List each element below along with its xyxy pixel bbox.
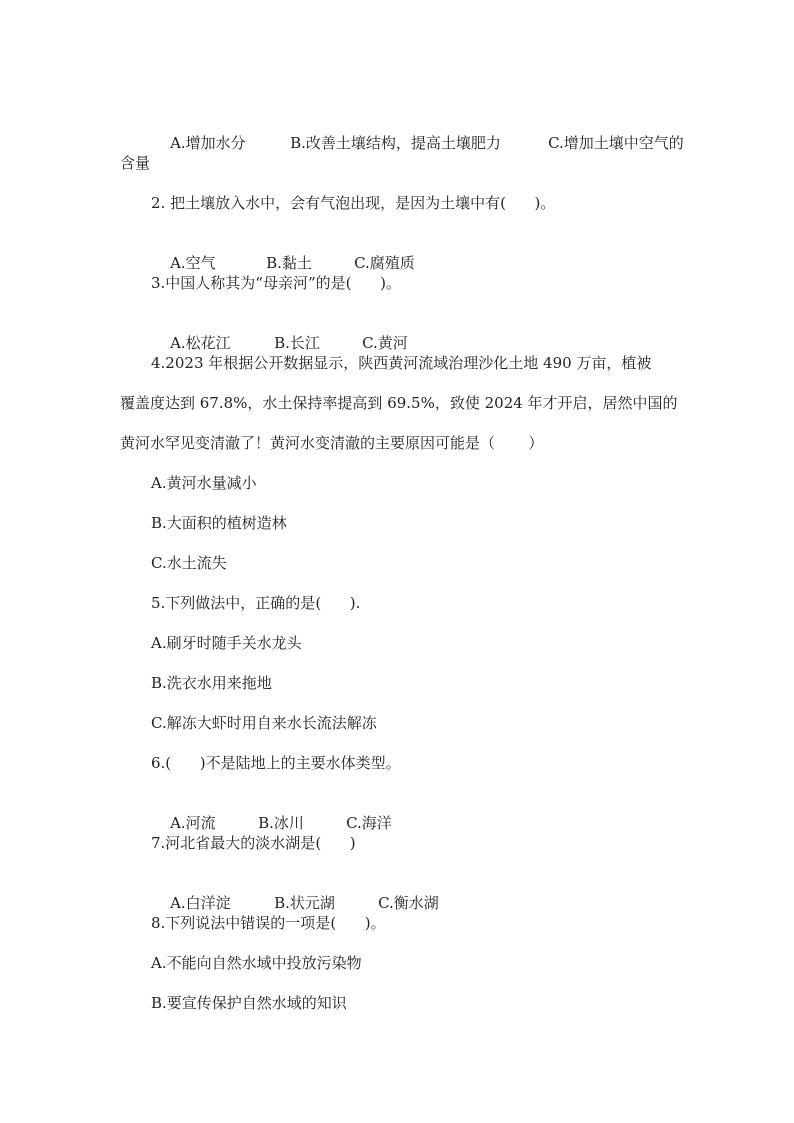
q5-option-c: C.解冻大虾时用自来水长流法解冻 [151,714,377,732]
option-a: A.白洋淀 [170,894,231,912]
option-a: A.松花江 [170,334,231,352]
option-b: B.冰川 [258,814,304,832]
question-8: 8.下列说法中错误的一项是( )。 [151,914,386,932]
option-b: B.状元湖 [274,894,335,912]
question-4-line-1: 4.2023 年根据公开数据显示，陕西黄河流域治理沙化土地 490 万亩，植被 [151,354,652,372]
question-3: 3.中国人称其为“母亲河”的是( )。 [151,274,401,292]
option-c: C.增加土壤中空气的 [548,134,684,152]
option-a: A.空气 [170,254,216,272]
option-c: C.腐殖质 [354,254,415,272]
question-4-line-3: 黄河水罕见变清澈了！黄河水变清澈的主要原因可能是（ ） [120,434,544,452]
q4-option-b: B.大面积的植树造林 [151,514,287,532]
question-6: 6.( )不是陆地上的主要水体类型。 [151,754,401,772]
q8-option-b: B.要宣传保护自然水域的知识 [151,994,347,1012]
option-c: C.衡水湖 [378,894,439,912]
option-b: B.黏土 [266,254,312,272]
q1-continuation: 含量 [120,154,151,172]
question-7: 7.河北省最大的淡水湖是( ) [151,834,356,852]
q4-option-c: C.水土流失 [151,554,227,572]
q5-option-b: B.洗衣水用来拖地 [151,674,272,692]
option-c: C.黄河 [362,334,408,352]
question-2: 2. 把土壤放入水中，会有气泡出现，是因为土壤中有( )。 [151,194,556,212]
option-a: A.河流 [170,814,216,832]
q4-option-a: A.黄河水量减小 [151,474,257,492]
option-a: A.增加水分 [170,134,246,152]
question-4-line-2: 覆盖度达到 67.8%，水土保持率提高到 69.5%，致使 2024 年才开启，居然中国的 [120,394,678,412]
option-b: B.长江 [274,334,320,352]
option-c: C.海洋 [346,814,392,832]
q8-option-a: A.不能向自然水域中投放污染物 [151,954,362,972]
option-b: B.改善土壤结构，提高土壤肥力 [290,134,501,152]
q5-option-a: A.刷牙时随手关水龙头 [151,634,302,652]
question-5: 5.下列做法中，正确的是( ). [151,594,361,612]
